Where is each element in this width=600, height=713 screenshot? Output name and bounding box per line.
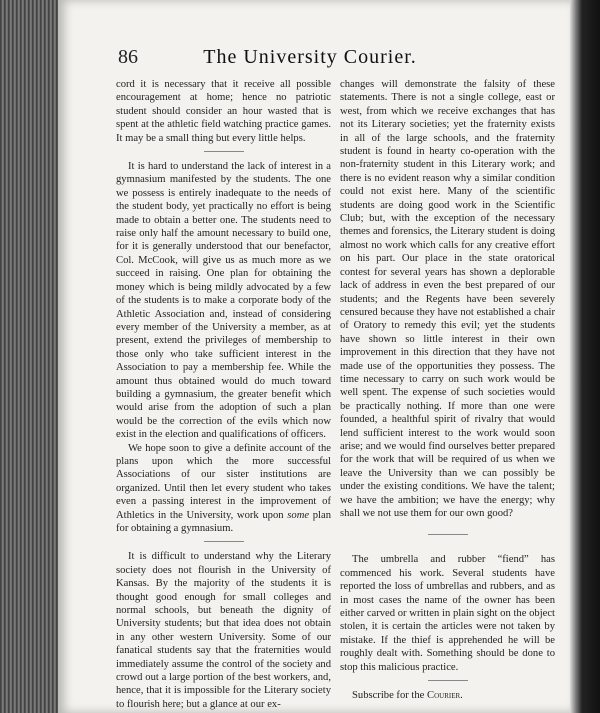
paragraph-athletics-encouragement: cord it is necessary that it receive all possible encouragement at home; hence no patriotic student should consider an hour wasted that is spent at the athletic field watching practice games. It may be a small thing but every little helps.	[116, 79, 331, 144]
section-divider	[204, 541, 244, 542]
page-header	[60, 46, 560, 76]
running-title: The University Courier.	[203, 46, 417, 68]
right-column	[340, 78, 555, 702]
paragraph-literary-society: It is difficult to understand why the Literary society does not flourish in the University of Kansas. By the majority of the students it is thought good enough for small colleges and normal schools, but beneath the dignity of University students; but that idea does not obtain in any other western University. Some of our fanatical students say that the fraternities would immediately assume the control of the society and crowd out a large portion of the best workers, and, hence, that it is impossible for the Literary society to flourish here; but a glance at our ex-	[116, 551, 331, 710]
paragraph-gymnasium: It is hard to understand the lack of interest in a gymnasium manifested by the students. The one we possess is entirely inadequate to the needs of the student body, yet practically no effort is being made to obtain a better one. The students need to raise only half the amount necessary to build one, for it is generally understood that our benefactor, Col. McCook, will give us as much more as we succeed in raising. One plan for obtaining the money which is being mildly advocated by a few of the students is to make a corporate body of the Athletic Association and, instead of considering every member of the University a member, as at present, extend the privileges of membership to those only who take sufficient interest in the Association to pay a membership fee. While the amount thus obtained would do much toward building a gymnasium, the greater benefit which would arise from the adoption of such a plan would be the correction of the evils which now exist in the election and qualifications of officers.	[116, 161, 331, 441]
section-divider	[428, 534, 468, 535]
courier-name: Courier	[427, 690, 461, 702]
page-number: 86	[118, 46, 138, 68]
section-divider	[204, 151, 244, 152]
emphasis-some: some	[287, 509, 310, 521]
paragraph-subscribe: Subscribe for the Courier.	[352, 690, 463, 702]
section-divider	[428, 680, 468, 681]
paragraph-gymnasium-plans: We hope soon to give a definite account of the plans upon which the more successful Associations of our sister institutions are organized. Until then let every student who takes even a passing interest in the improvement of Athletics in the University, work upon some plan for obtaining a gymnasium.	[116, 442, 332, 534]
book-gutter-shadow	[570, 0, 600, 713]
left-column	[116, 78, 331, 711]
paragraph-umbrella-fiend: The umbrella and rubber “fiend” has commenced his work. Several students have reported the loss of umbrellas and rubbers, and as in most cases the name of the owner has been either carved or written in plain sight on the object stolen, it is certain the articles were not taken by mistake. If the thief is apprehended he will be roughly dealt with. Something should be done to stop this malicious practice.	[340, 554, 555, 673]
paragraph-literary-continued: changes will demonstrate the falsity of these statements. There is not a single college, east or west, from which we receive exchanges that has not its Literary societies; yet the fraternity exists in all of the large schools, and the fraternity student is found in hearty co-operation with the non-fraternity student in this Literary work; and there is no evident reason why a similar condition could not exist here. Many of the scientific students are doing good work in the Scientific Club; but, with the exception of the necessary themes and forensics, the Literary student is doing almost no work which calls for any creative effort on his part. Our place in the state oratorical contest for several years has shown a deplorable lack of address in even the best prepared of our students; and the Regents have been severely censured because they have not established a chair of Oratory to remedy this evil; yet the students have shown so little interest in their own improvement in this direction that they have not made use of the opportunities they possess. The time necessary to carry on such work would be well spent. The expense of such societies would be practically nothing. If more than one were founded, a healthful spirit of rivalry that would lend sufficient interest to the work would soon arise; and we would find ourselves better prepared for the work that will be required of us when we leave the University than we can possibly be under the existing conditions. We have the talent; we have the ambition; we have the energy; why shall we not use them for our own good?	[340, 79, 555, 519]
book-page-edges	[0, 0, 58, 713]
